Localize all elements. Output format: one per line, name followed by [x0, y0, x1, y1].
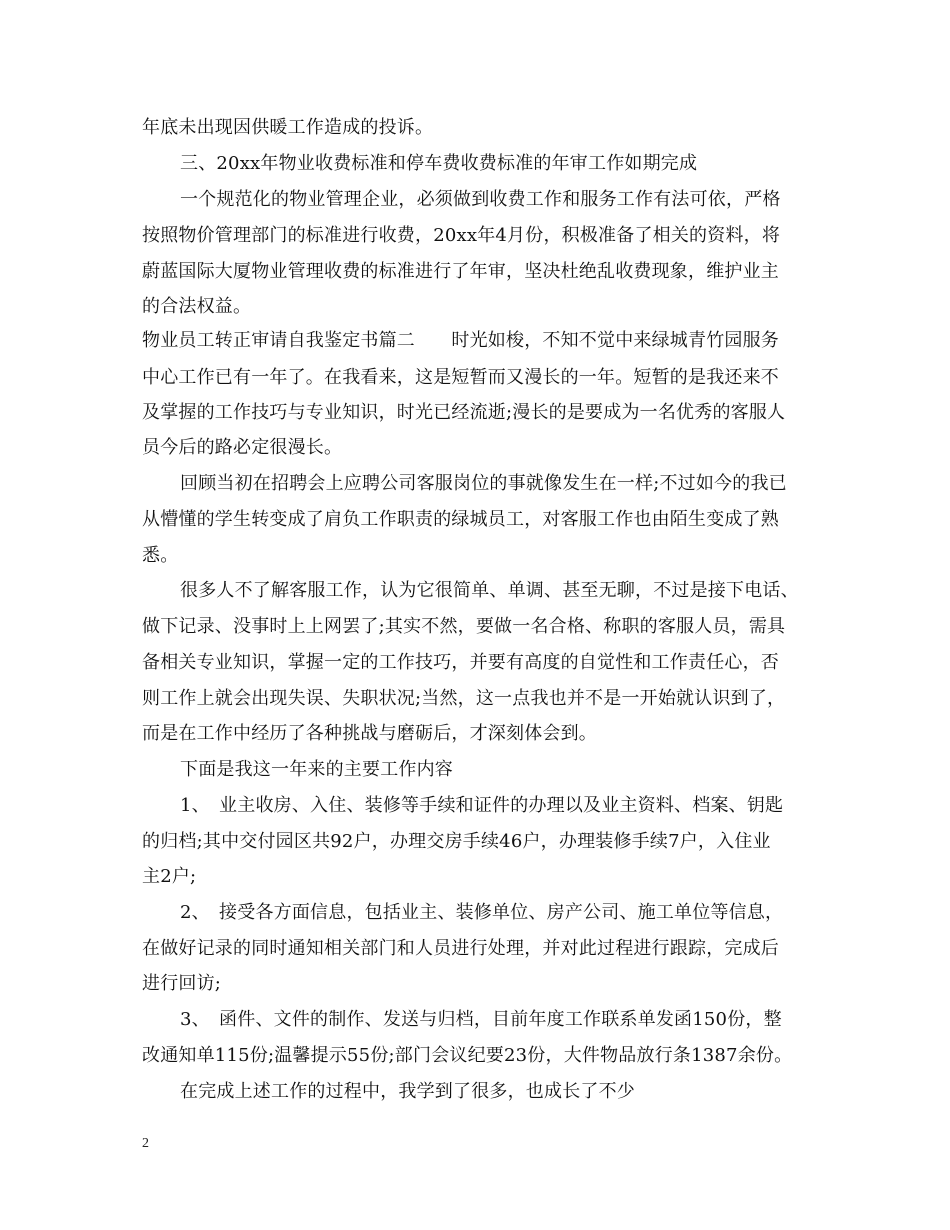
text-line: 蔚蓝国际大厦物业管理收费的标准进行了年审，坚决杜绝乱收费现象，维护业主 — [142, 261, 779, 282]
list-item: 2、 接受各方面信息，包括业主、装修单位、房产公司、施工单位等信息， — [180, 902, 784, 923]
text-line: 在完成上述工作的过程中，我学到了很多，也成长了不少 — [180, 1081, 635, 1102]
list-item: 1、 业主收房、入住、装修等手续和证件的办理以及业主资料、档案、钥匙 — [180, 795, 784, 816]
text-line: 很多人不了解客服工作，认为它很简单、单调、甚至无聊，不过是接下电话、 — [180, 580, 799, 601]
text-line: 做下记录、没事时上上网罢了;其实不然，要做一名合格、称职的客服人员，需具 — [142, 616, 786, 637]
text-line: 的归档;其中交付园区共92户，办理交房手续46户，办理装修手续7户，入住业 — [142, 831, 771, 852]
text-line: 进行回访; — [142, 973, 222, 994]
text-line: 回顾当初在招聘会上应聘公司客服岗位的事就像发生在一样;不过如今的我已 — [180, 473, 787, 494]
list-item: 3、 函件、文件的制作、发送与归档，目前年度工作联系单发函150份，整 — [180, 1009, 782, 1030]
text-line: 在做好记录的同时通知相关部门和人员进行处理，并对此过程进行跟踪，完成后 — [142, 938, 779, 959]
text-line: 而是在工作中经历了各种挑战与磨砺后，才深刻体会到。 — [142, 723, 597, 744]
section-heading: 三、20xx年物业收费标准和停车费收费标准的年审工作如期完成 — [180, 153, 698, 174]
text-line: 年底未出现因供暖工作造成的投诉。 — [142, 117, 434, 138]
text-line: 主2户; — [142, 866, 197, 887]
page-number: 2 — [142, 1136, 149, 1151]
text-line: 一个规范化的物业管理企业，必须做到收费工作和服务工作有法可依，严格 — [180, 189, 781, 210]
text-line: 员今后的路必定很漫长。 — [142, 437, 343, 458]
text-line: 则工作上就会出现失误、失职状况;当然，这一点我也并不是一开始就认识到了， — [142, 688, 786, 709]
text-line: 及掌握的工作技巧与专业知识，时光已经流逝;漫长的是要成为一名优秀的客服人 — [142, 402, 786, 423]
text-line: 中心工作已有一年了。在我看来，这是短暂而又漫长的一年。短暂的是我还来不 — [142, 367, 779, 388]
text-line: 改通知单115份;温馨提示55份;部门会议纪要23份，大件物品放行条1387余份。 — [142, 1045, 793, 1066]
document-title-line: 物业员工转正审请自我鉴定书篇二 时光如梭，不知不觉中来绿城青竹园服务 — [142, 330, 779, 351]
text-line: 按照物价管理部门的标准进行收费，20xx年4月份，积极准备了相关的资料，将 — [142, 225, 781, 246]
text-line: 悉。 — [142, 545, 179, 566]
text-line: 的合法权益。 — [142, 296, 252, 317]
text-line: 下面是我这一年来的主要工作内容 — [180, 759, 453, 780]
text-line: 备相关专业知识，掌握一定的工作技巧，并要有高度的自觉性和工作责任心，否 — [142, 652, 779, 673]
text-line: 从懵懂的学生转变成了肩负工作职责的绿城员工，对客服工作也由陌生变成了熟 — [142, 509, 779, 530]
